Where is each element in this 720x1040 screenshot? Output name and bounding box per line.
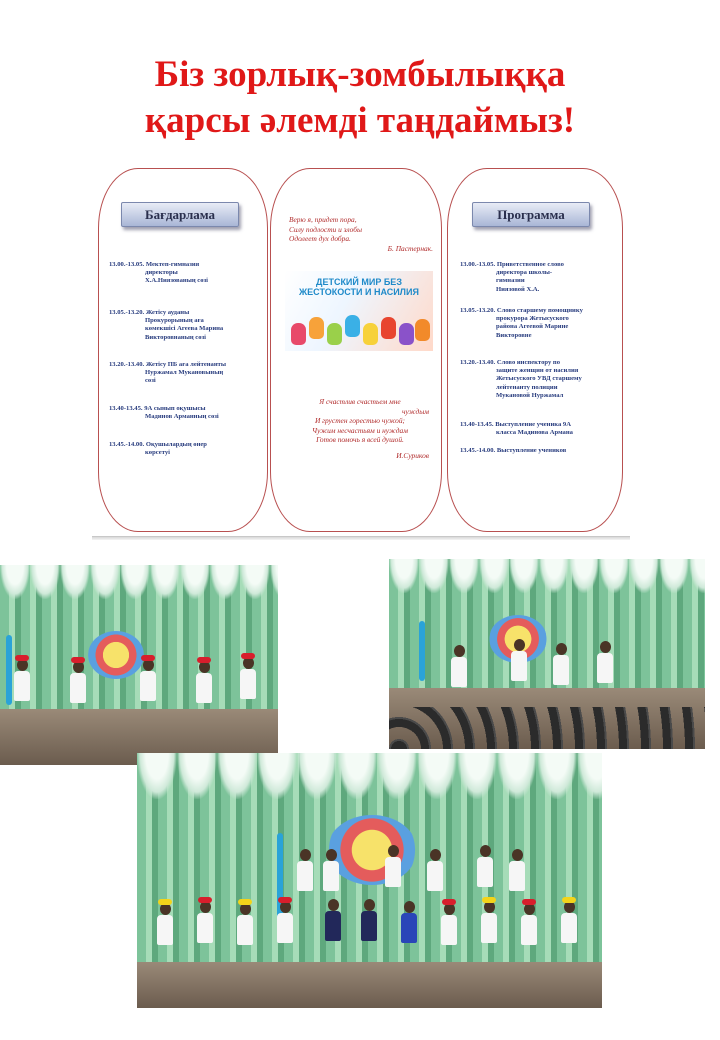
person-figure (511, 639, 527, 681)
person-figure (597, 641, 613, 683)
title-line-2: қарсы әлемді таңдаймыз! (144, 100, 576, 141)
person-figure (157, 903, 173, 945)
photo-stage-performance-girls (0, 565, 278, 765)
banner-text: ДЕТСКИЙ МИР БЕЗ ЖЕСТОКОСТИ И НАСИЛИЯ (299, 277, 419, 297)
flag-icon (6, 635, 12, 705)
campaign-banner (285, 271, 433, 351)
schedule-item: 13.00.-13.05. Приветственное слово директора школы- гимназии Ниязовой Х.А. (460, 261, 564, 293)
hand-icon (291, 323, 306, 345)
person-figure (401, 901, 417, 943)
person-figure (481, 901, 497, 943)
schedule-item: 13.40-13.45. Выступление ученика 9А класса Мадинова Армана (460, 421, 573, 437)
hand-icon (399, 323, 414, 345)
title-text (0, 52, 720, 144)
program-panel-russian (447, 168, 623, 532)
program-heading-russian: Программа (472, 202, 590, 227)
person-figure (521, 903, 537, 945)
program-panel-kazakh (98, 168, 268, 532)
schedule-item: 13.20.-13.40. Слово инспектору по защите женщин от насилия Жетысуского УВД старшему лейтенанту полиции Мукановой Нуржамал (460, 359, 582, 399)
program-heading-kazakh: Бағдарлама (121, 202, 239, 227)
schedule-item: 13.40-13.45. 9А сынып оқушысы Мадинов Арманның сөзі (109, 405, 219, 421)
photo-stage-performance-dance (389, 559, 705, 749)
poem-bottom: Я счастлив счастьем мне чуждым И грустен горестью чужой; Чужим несчастьям и нуждам Готов помочь я всей душой. И.Суриков (285, 397, 435, 461)
person-figure (14, 659, 30, 701)
hand-icon (345, 315, 360, 337)
schedule-item: 13.20.-13.40. Жетісу ПБ аға лейтенанты Нуржамал Мукановының сөзі (109, 361, 227, 385)
poem-bottom-author: И.Суриков (396, 450, 429, 460)
poem-top-author: Б. Пастернак. (387, 243, 433, 253)
hand-icon (381, 317, 396, 339)
person-figure (553, 643, 569, 685)
schedule-item: 13.45.-14.00. Оқушылардың өнер көрсетуі (109, 441, 207, 457)
person-figure (385, 845, 401, 887)
title-line-1: Біз зорлық-зомбылыққа (154, 54, 566, 95)
photo-group (137, 753, 602, 1008)
person-figure (361, 899, 377, 941)
schedule-item: 13.05.-13.20. Слово старшему помощнику прокурора Жетысуского района Агеевой Марине Викторовне (460, 307, 583, 339)
hand-icon (309, 317, 324, 339)
person-figure (277, 901, 293, 943)
person-figure (196, 661, 212, 703)
brochure-shadow-line (92, 536, 630, 540)
person-figure (427, 849, 443, 891)
hand-icon (327, 323, 342, 345)
stage-emblem (327, 815, 417, 885)
person-figure (441, 903, 457, 945)
schedule-item: 13.45.-14.00. Выступление учеников (460, 447, 567, 454)
person-figure (237, 903, 253, 945)
person-figure (451, 645, 467, 687)
person-figure (477, 845, 493, 887)
person-figure (323, 849, 339, 891)
person-figure (325, 899, 341, 941)
person-figure (197, 901, 213, 943)
poem-panel (270, 168, 442, 532)
poem-top: Верю я, придет пора, Силу подлости и злобы Одолеет дух добра. Б. Пастернак. (289, 215, 439, 253)
person-figure (240, 657, 256, 699)
person-figure (140, 659, 156, 701)
hand-icon (415, 319, 430, 341)
person-figure (297, 849, 313, 891)
hand-icon (363, 323, 378, 345)
person-figure (509, 849, 525, 891)
person-figure (561, 901, 577, 943)
person-figure (70, 661, 86, 703)
flag-icon (419, 621, 425, 681)
stage-emblem (88, 631, 144, 679)
schedule-item: 13.05.-13.20. Жетісу ауданы Прокурорының аға көмекшісі Агеева Марина Викторовнаның сөзі (109, 309, 224, 341)
program-brochure (92, 168, 630, 540)
schedule-item: 13.00.-13.05. Мектеп-гимназия директоры Х.А.Ниязованың сөзі (109, 261, 209, 285)
